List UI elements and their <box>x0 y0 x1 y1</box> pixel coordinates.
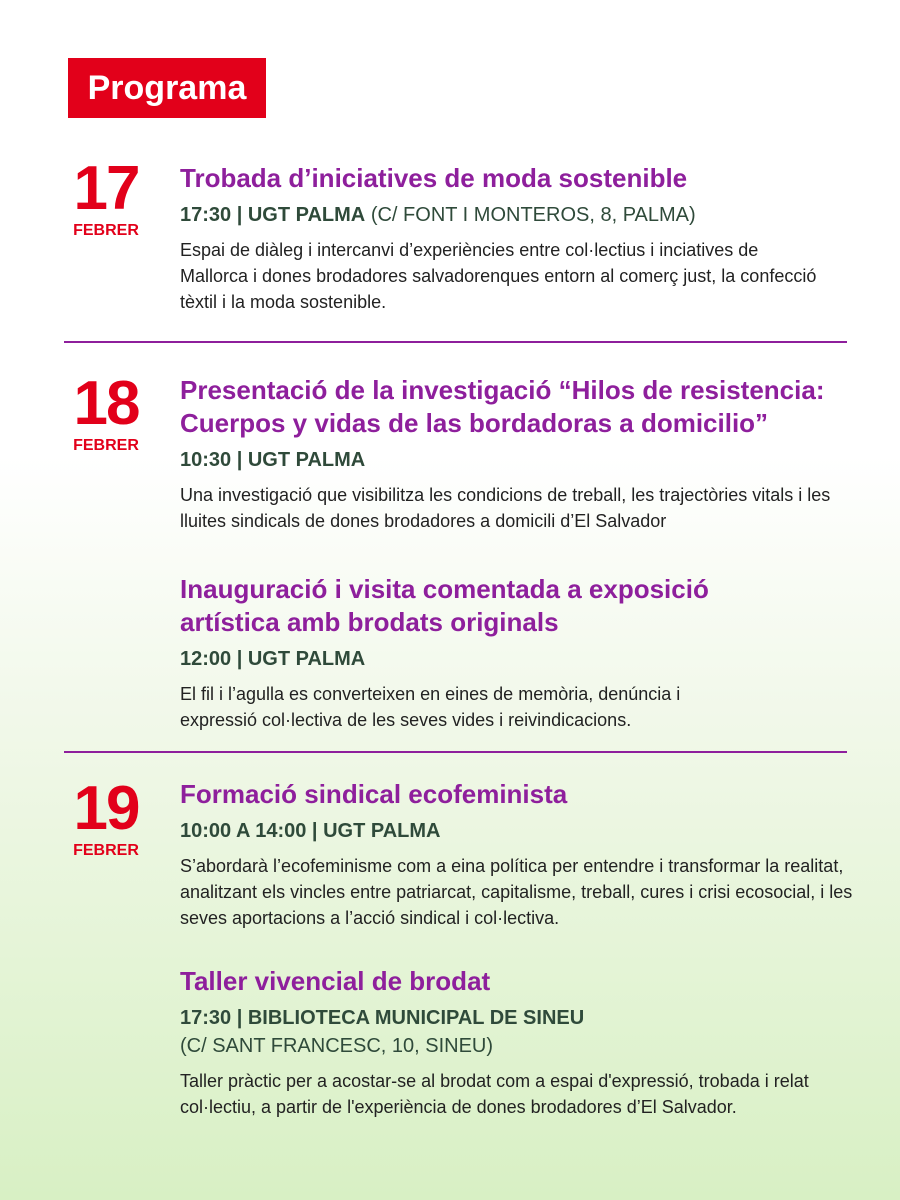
event-description: El fil i l’agulla es converteixen en eines de memòria, denúncia i expressió col·lectiva de les seves vides i reivindicacions. <box>180 684 681 730</box>
event-title: Inauguració i visita comentada a exposició artística amb brodats originals <box>180 574 709 637</box>
date-17 <box>64 154 148 240</box>
program-title-badge <box>68 58 266 118</box>
event-time: 17:30 | UGT PALMA <box>180 204 366 226</box>
month-label: FEBRER <box>73 222 139 239</box>
event-trobada <box>180 162 860 315</box>
date-18 <box>64 369 148 455</box>
day-number: 17 <box>73 154 139 223</box>
event-description: Taller pràctic per a acostar-se al brodat com a espai d'expressió, trobada i relat col·lectiu, a partir de l'experiència de dones brodadores d’El Salvador. <box>180 1071 809 1117</box>
event-time: 12:00 | UGT PALMA <box>180 648 366 670</box>
event-time: 10:30 | UGT PALMA <box>180 449 366 471</box>
program-title: Programa <box>87 68 247 107</box>
event-formacio <box>180 778 860 931</box>
day-number: 19 <box>73 774 139 843</box>
event-meta <box>180 817 860 845</box>
date-19 <box>64 774 148 860</box>
event-title: Formació sindical ecofeminista <box>180 779 568 809</box>
divider <box>64 751 847 753</box>
event-time: 17:30 | BIBLIOTECA MUNICIPAL DE SINEU <box>180 1007 585 1029</box>
event-meta <box>180 1004 860 1032</box>
event-meta <box>180 645 860 673</box>
event-location: (C/ FONT I MONTEROS, 8, PALMA) <box>365 204 696 226</box>
event-inauguracio <box>180 573 860 733</box>
event-title: Taller vivencial de brodat <box>180 966 491 996</box>
event-description: Espai de diàleg i intercanvi d’experiències entre col·lectius i inciatives de Mallorca i dones brodadores salvadorenques entorn al comerç just, la confecció tèxtil i la moda sostenible. <box>180 240 817 312</box>
day-number: 18 <box>73 369 139 438</box>
month-label: FEBRER <box>73 437 139 454</box>
month-label: FEBRER <box>73 842 139 859</box>
event-description: S’abordarà l’ecofeminisme com a eina política per entendre i transformar la realitat, analitzant els vincles entre patriarcat, capitalisme, treball, cures i crisi ecosocial, i les seves aportacions a l’acció sindical i col·lectiva. <box>180 856 853 928</box>
event-meta <box>180 446 860 474</box>
event-title: Trobada d’iniciatives de moda sostenible <box>180 163 688 193</box>
event-taller <box>180 965 860 1120</box>
event-presentacio <box>180 374 860 534</box>
event-time: 10:00 A 14:00 | UGT PALMA <box>180 820 441 842</box>
divider <box>64 341 847 343</box>
event-description: Una investigació que visibilitza les condicions de treball, les trajectòries vitals i les lluites sindicals de dones brodadores a domicili d’El Salvador <box>180 485 831 531</box>
event-title: Presentació de la investigació “Hilos de resistencia: Cuerpos y vidas de las bordadoras a domicilio” <box>180 375 825 438</box>
event-location: (C/ SANT FRANCESC, 10, SINEU) <box>180 1035 494 1057</box>
event-meta <box>180 201 860 229</box>
